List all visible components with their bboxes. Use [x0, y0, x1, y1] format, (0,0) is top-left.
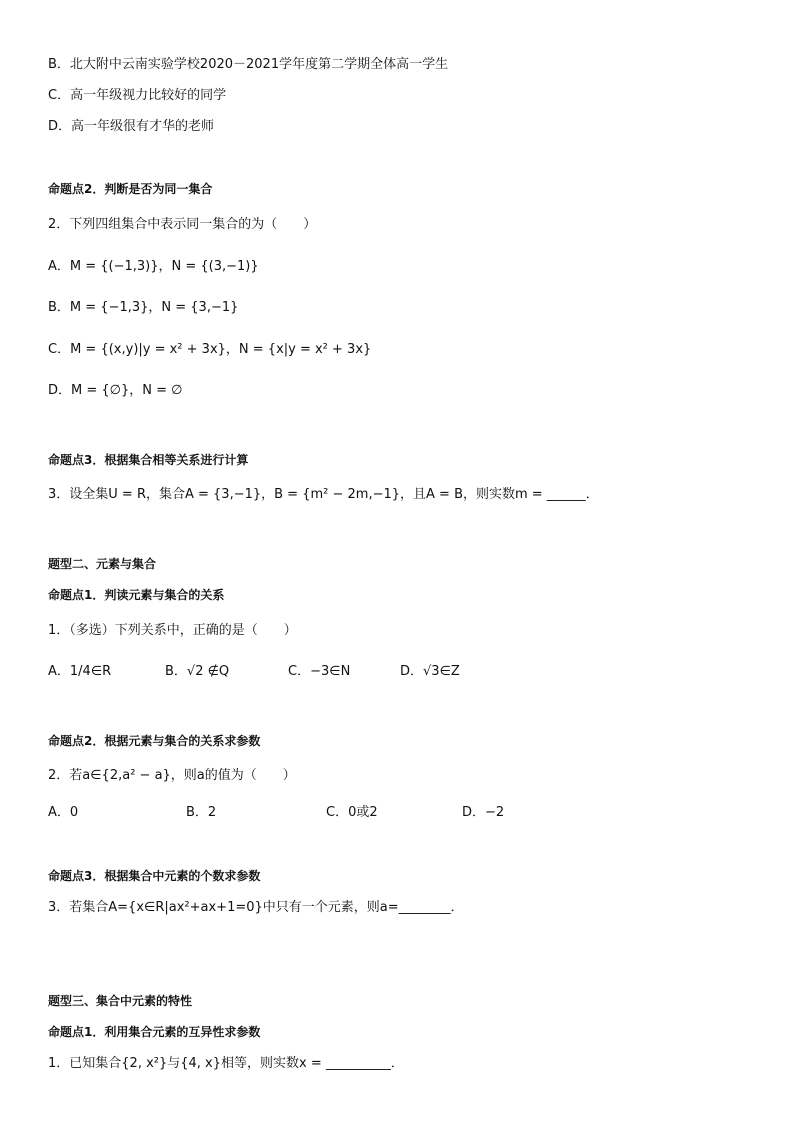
option-line: D．高一年级很有才华的老师	[48, 119, 215, 134]
option-line: B．北大附中云南实验学校2020－2021学年度第二学期全体高一学生	[48, 57, 449, 72]
section-heading: 命题点3．根据集合相等关系进行计算	[48, 453, 249, 467]
option-d: D．−2	[462, 805, 505, 820]
section-heading: 命题点3．根据集合中元素的个数求参数	[48, 869, 261, 883]
section-heading: 命题点1．判读元素与集合的关系	[48, 588, 225, 602]
option-c: C．0或2	[326, 805, 378, 820]
option-line: C．高一年级视力比较好的同学	[48, 88, 227, 103]
options-row	[48, 804, 748, 824]
option-b: B．√2 ∉Q	[165, 664, 230, 679]
type-heading: 题型二、元素与集合	[48, 557, 157, 571]
option-line: D．M = {∅}，N = ∅	[48, 383, 183, 398]
option-line: C．M = {(x,y)|y = x² + 3x}，N = {x|y = x² + 3x}	[48, 342, 372, 357]
question-stem: 2．若a∈{2,a² − a}，则a的值为（ ）	[48, 768, 296, 783]
question-stem: 2．下列四组集合中表示同一集合的为（ ）	[48, 217, 317, 232]
option-line: A．M = {(−1,3)}，N = {(3,−1)}	[48, 259, 259, 274]
type-heading: 题型三、集合中元素的特性	[48, 994, 193, 1008]
option-d: D．√3∈Z	[400, 664, 460, 679]
question-stem: 1．已知集合{2, x²}与{4, x}相等，则实数x = __________．	[48, 1056, 404, 1071]
section-heading: 命题点2．判断是否为同一集合	[48, 182, 213, 196]
option-a: A．0	[48, 805, 79, 820]
option-c: C．−3∈N	[288, 664, 351, 679]
option-a: A．1/4∈R	[48, 664, 112, 679]
question-stem: 3．设全集U = R，集合A = {3,−1}，B = {m² − 2m,−1}，且A = B，则实数m = ______．	[48, 487, 599, 502]
question-stem: 1．（多选）下列关系中，正确的是（ ）	[48, 623, 297, 638]
options-row	[48, 663, 748, 683]
option-b: B．2	[186, 805, 217, 820]
section-heading: 命题点1．利用集合元素的互异性求参数	[48, 1025, 261, 1039]
option-line: B．M = {−1,3}，N = {3,−1}	[48, 300, 239, 315]
question-stem: 3．若集合A={x∈R|ax²+ax+1=0}中只有一个元素，则a=________．	[48, 900, 464, 915]
section-heading: 命题点2．根据元素与集合的关系求参数	[48, 734, 261, 748]
